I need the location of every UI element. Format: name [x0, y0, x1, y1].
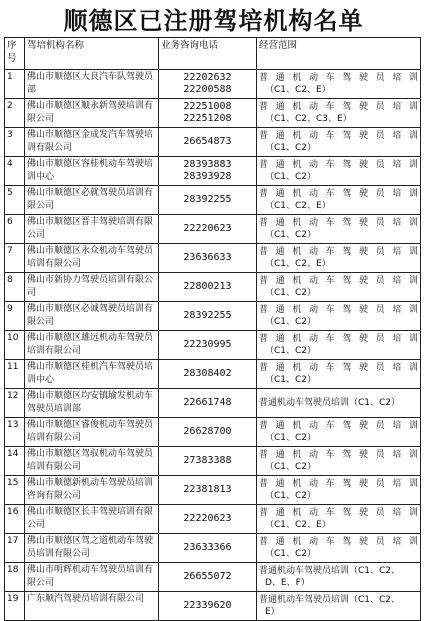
scope-line: 普通机动车驾驶员培训: [259, 304, 418, 315]
row-number: 2: [5, 99, 25, 128]
row-number: 9: [5, 302, 25, 331]
scope-line: 普通机动车驾驶员培训: [259, 101, 418, 112]
scope-line: 普通机动车驾驶员培训: [259, 159, 418, 170]
scope-cell: [257, 476, 421, 505]
phone-number: 22339620: [183, 600, 232, 611]
phone-cell: [159, 476, 257, 505]
scope-line: 普通机动车驾驶员培训: [259, 246, 418, 257]
row-number: 18: [5, 563, 25, 592]
phone-number: 28308402: [183, 368, 232, 379]
header-no: 序号: [5, 38, 25, 70]
row-number: 6: [5, 215, 25, 244]
table-row: [5, 563, 421, 592]
phone-number: 28392255: [183, 194, 232, 205]
phone-cell: [159, 128, 257, 157]
row-number: 10: [5, 331, 25, 360]
school-name: 佛山市顺德区睿俊机动车驾驶员培训有限公司: [25, 418, 159, 447]
scope-line: 普通机动车驾驶员培训: [259, 333, 418, 344]
phone-number: 26655072: [183, 571, 232, 582]
phone-cell: [159, 389, 257, 418]
phone-cell: [159, 534, 257, 563]
row-number: 5: [5, 186, 25, 215]
scope-line: （C1、C2）: [265, 143, 317, 153]
phone-number: 22230995: [183, 339, 232, 350]
phone-number: 22381813: [183, 484, 232, 495]
phone-number: 22800213: [183, 281, 232, 292]
row-number: 17: [5, 534, 25, 563]
table-row: [5, 186, 421, 215]
scope-cell: [257, 505, 421, 534]
school-name: 佛山市顺德区桂机汽车驾驶员培训中心: [25, 360, 159, 389]
row-number: 7: [5, 244, 25, 273]
phone-cell: [159, 302, 257, 331]
table-row: [5, 215, 421, 244]
table-header-row: [5, 38, 421, 70]
table-row: [5, 302, 421, 331]
school-name: 佛山市顺德区必诚驾驶员培训有限公司: [25, 302, 159, 331]
scope-line: 普通机动车驾驶员培训（C1、C2、: [259, 594, 401, 605]
scope-line: （C1、C2）: [265, 288, 317, 298]
scope-line: 普通机动车驾驶员培训: [259, 72, 418, 83]
scope-cell: [257, 215, 421, 244]
school-name: 佛山市顺德区雄远机动车驾驶员培训有限公司: [25, 331, 159, 360]
row-number: 8: [5, 273, 25, 302]
phone-cell: [159, 273, 257, 302]
scope-line: 普通机动车驾驶员培训: [259, 217, 418, 228]
scope-line: （C1、C2、E）: [265, 259, 331, 269]
phone-cell: [159, 244, 257, 273]
row-number: 16: [5, 505, 25, 534]
table-row: [5, 99, 421, 128]
school-name: 佛山市顺德新机动车驾驶员培训咨询有限公司: [25, 476, 159, 505]
table-row: [5, 476, 421, 505]
phone-number: 28393883: [183, 159, 232, 170]
scope-line: 普通机动车驾驶员培训: [259, 478, 418, 489]
scope-cell: [257, 360, 421, 389]
phone-number: 23633366: [183, 542, 232, 553]
phone-number: 26628700: [183, 426, 232, 437]
scope-cell: [257, 389, 421, 418]
phone-cell: [159, 186, 257, 215]
row-number: 4: [5, 157, 25, 186]
phone-cell: [159, 418, 257, 447]
school-name: 佛山市顺德区永众机动车驾驶员培训有限公司: [25, 244, 159, 273]
phone-number: 22220623: [183, 513, 232, 524]
phone-number: 27383388: [183, 455, 232, 466]
phone-number: 22202632: [183, 72, 232, 83]
phone-number: 22251208: [183, 113, 232, 124]
school-name: 佛山市顺德区晋丰驾驶培训有限公司: [25, 215, 159, 244]
row-number: 3: [5, 128, 25, 157]
table-row: [5, 505, 421, 534]
row-number: 13: [5, 418, 25, 447]
phone-cell: [159, 592, 257, 621]
table-row: [5, 534, 421, 563]
table-row: [5, 418, 421, 447]
scope-cell: [257, 70, 421, 99]
phone-cell: [159, 157, 257, 186]
scope-cell: [257, 563, 421, 592]
scope-line: 普通机动车驾驶员培训: [259, 130, 418, 141]
school-name: 佛山市顺德区金成发汽车驾驶培训有限公司: [25, 128, 159, 157]
phone-cell: [159, 331, 257, 360]
table-row: [5, 331, 421, 360]
row-number: 12: [5, 389, 25, 418]
school-name: 佛山市顺德区驾驭机动车驾驶员培训有限公司: [25, 447, 159, 476]
school-name: 佛山市顺德区均安镇瑜发机动车驾驶员培训部: [25, 389, 159, 418]
scope-line: 普通机动车驾驶员培训: [259, 188, 418, 199]
table-row: [5, 447, 421, 476]
phone-cell: [159, 215, 257, 244]
phone-cell: [159, 99, 257, 128]
school-name: 佛山市顺德区驾之道机动车驾驶员培训有限公司: [25, 534, 159, 563]
scope-line: （C1、C2）: [265, 491, 317, 501]
scope-line: （C1、C2）: [265, 375, 317, 385]
scope-line: 普通机动车驾驶员培训: [259, 362, 418, 373]
school-name: 佛山市顺德区大良汽车队驾驶员部: [25, 70, 159, 99]
scope-line: （C1、C2、E）: [265, 520, 331, 530]
phone-cell: [159, 563, 257, 592]
scope-line: （C1、C2）: [265, 462, 317, 472]
scope-line: 普通机动车驾驶员培训: [259, 420, 418, 431]
scope-line: 普通机动车驾驶员培训（C1、C2、: [259, 565, 401, 576]
school-name: 广东顺汽驾驶员培训有限公司: [25, 592, 159, 621]
scope-line: （C1、C2）: [265, 172, 317, 182]
scope-line: （C1、C2）: [265, 433, 317, 443]
scope-line: （C1、C2）: [265, 230, 317, 240]
school-name: 佛山市顺德区容桂机动车驾驶培训中心: [25, 157, 159, 186]
table-row: [5, 389, 421, 418]
row-number: 15: [5, 476, 25, 505]
scope-cell: [257, 273, 421, 302]
scope-line: 普通机动车驾驶员培训（C1、C2）: [259, 397, 401, 408]
scope-line: （C1、C2、C3、E）: [265, 114, 352, 124]
scope-line: E）: [265, 607, 280, 617]
scope-cell: [257, 592, 421, 621]
row-number: 1: [5, 70, 25, 99]
phone-number: 22661748: [183, 397, 232, 408]
phone-number: 22220623: [183, 223, 232, 234]
scope-line: （C1、C2）: [265, 317, 317, 327]
phone-number: 23636633: [183, 252, 232, 263]
scope-cell: [257, 331, 421, 360]
table-row: [5, 70, 421, 99]
school-name: 佛山市顺德区长丰驾驶培训有限公司: [25, 505, 159, 534]
school-name: 佛山市明辉机动车驾驶员培训有限公司: [25, 563, 159, 592]
table-row: [5, 157, 421, 186]
scope-line: 普通机动车驾驶员培训: [259, 275, 418, 286]
table-row: [5, 244, 421, 273]
header-scope: 经营范围: [257, 38, 421, 70]
scope-line: （C1、C2、E）: [265, 201, 331, 211]
scope-cell: [257, 447, 421, 476]
page-title: 顺德区已注册驾培机构名单: [63, 7, 364, 35]
phone-number: 28392255: [183, 310, 232, 321]
row-number: 11: [5, 360, 25, 389]
scope-line: 普通机动车驾驶员培训: [259, 536, 418, 547]
scope-line: （C1、C2）: [265, 549, 317, 559]
phone-number: 26654873: [183, 136, 232, 147]
scope-cell: [257, 186, 421, 215]
phone-number: 28393928: [183, 171, 232, 182]
school-name: 佛山市顺德区顺永新驾驶培训有限公司: [25, 99, 159, 128]
phone-cell: [159, 360, 257, 389]
table-row: [5, 273, 421, 302]
table-row: [5, 592, 421, 621]
scope-cell: [257, 128, 421, 157]
phone-cell: [159, 70, 257, 99]
driving-schools-table: [4, 37, 421, 621]
table-row: [5, 128, 421, 157]
row-number: 14: [5, 447, 25, 476]
phone-number: 22251008: [183, 101, 232, 112]
phone-number: 22200588: [183, 84, 232, 95]
scope-cell: [257, 418, 421, 447]
school-name: 佛山市顺德区必就驾驶员培训有限公司: [25, 186, 159, 215]
scope-line: （C1、C2、E）: [265, 85, 331, 95]
phone-cell: [159, 447, 257, 476]
header-phone: 业务咨询电话: [159, 38, 257, 70]
table-row: [5, 360, 421, 389]
scope-line: D、E、F）: [265, 578, 310, 588]
header-name: 驾培机构名称: [25, 38, 159, 70]
scope-line: 普通机动车驾驶员培训: [259, 507, 418, 518]
scope-line: （C1、C2）: [265, 346, 317, 356]
row-number: 19: [5, 592, 25, 621]
scope-cell: [257, 244, 421, 273]
phone-cell: [159, 505, 257, 534]
school-name: 佛山市新协力驾驶员培训有限公司: [25, 273, 159, 302]
scope-cell: [257, 302, 421, 331]
scope-line: 普通机动车驾驶员培训: [259, 449, 418, 460]
scope-cell: [257, 99, 421, 128]
scope-cell: [257, 157, 421, 186]
scope-cell: [257, 534, 421, 563]
